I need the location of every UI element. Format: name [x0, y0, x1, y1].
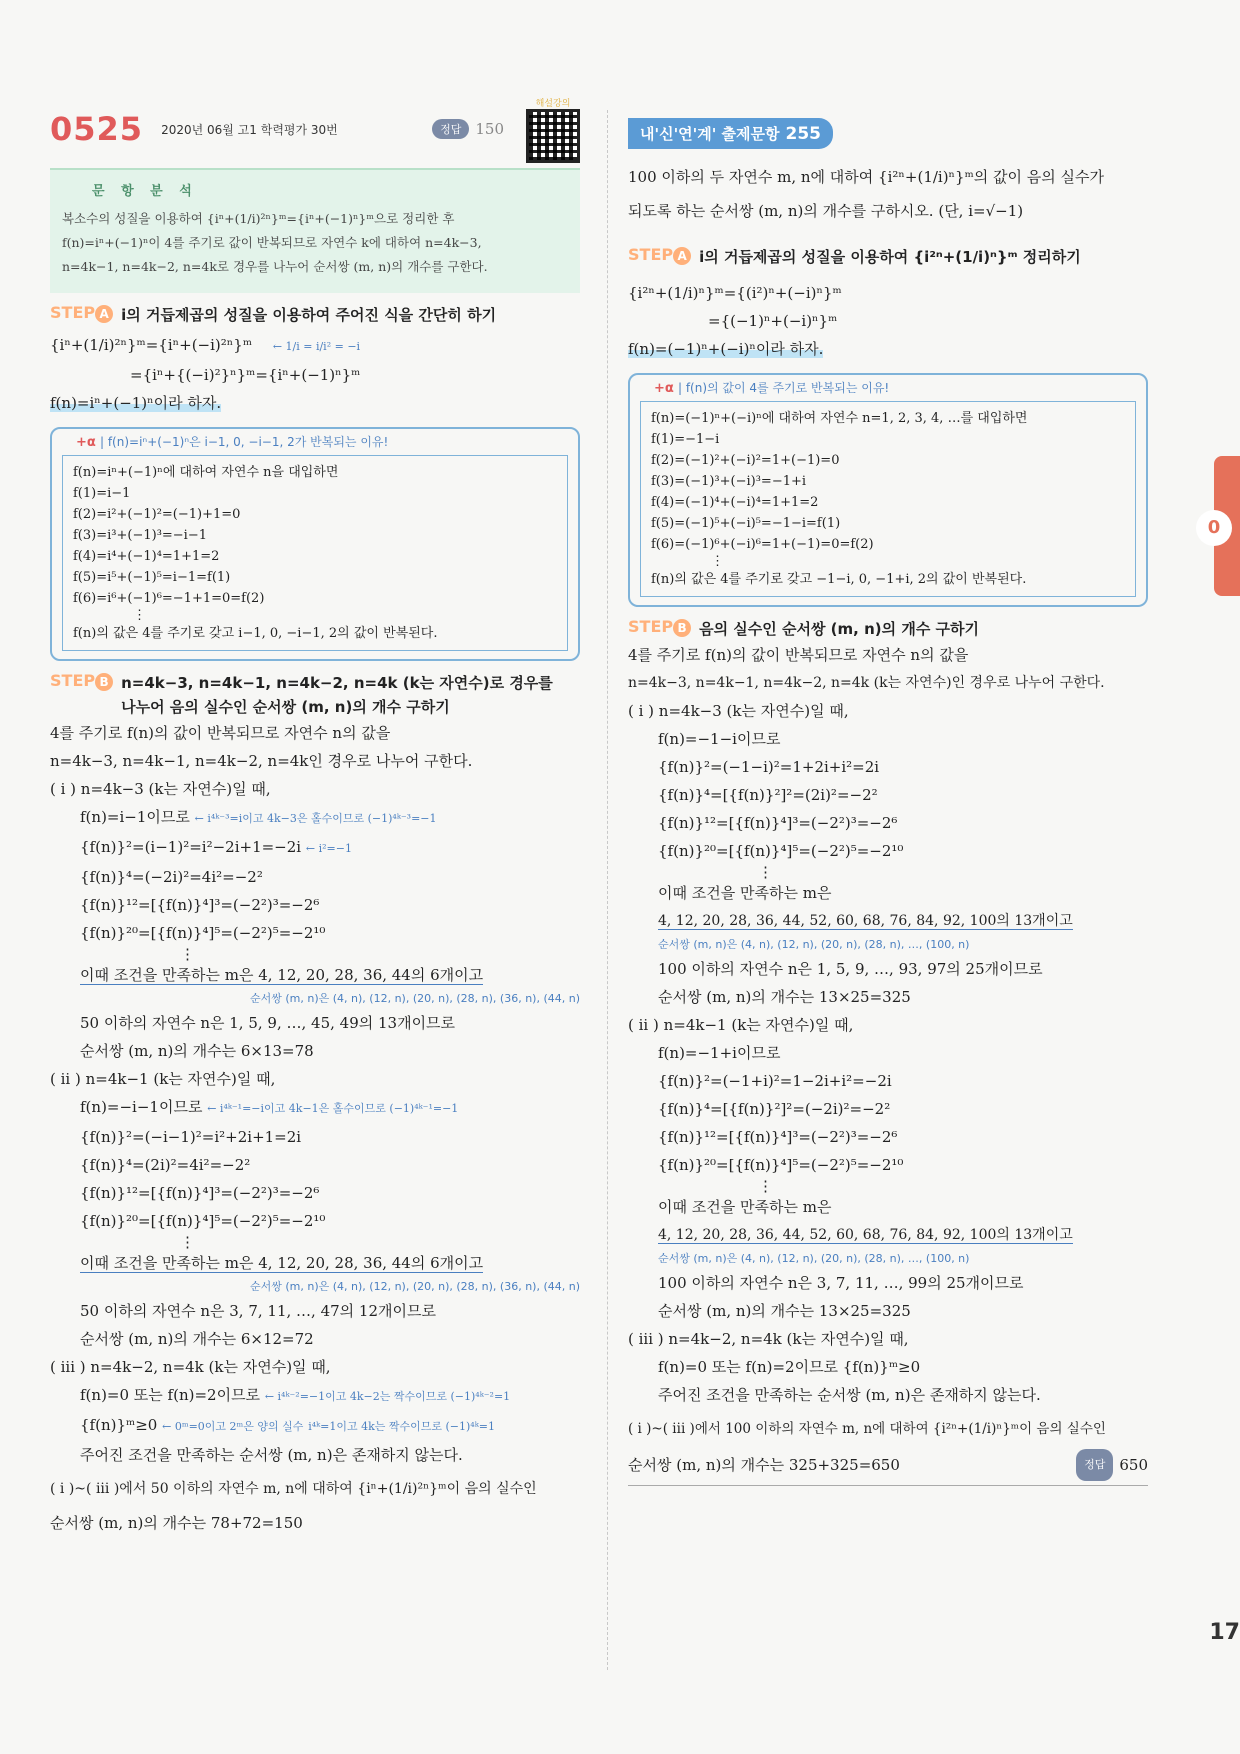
case-line: 이때 조건을 만족하는 m은 — [658, 884, 832, 902]
case-line: {f(n)}¹²=[{f(n)}⁴]³=(−2²)³=−2⁶ — [658, 1128, 898, 1146]
alpha-box — [50, 427, 580, 661]
case-dots: ⋮ — [758, 1177, 773, 1195]
final-line: 순서쌍 (m, n)의 개수는 325+325=650 정답 650 — [628, 1449, 1148, 1486]
case-line: {f(n)}¹²=[{f(n)}⁴]³=(−2²)³=−2⁶ — [658, 814, 898, 832]
case-dots: ⋮ — [180, 1233, 195, 1251]
case-line: {f(n)}⁴=[{f(n)}²]²=(2i)²=−2² — [658, 786, 878, 804]
qr-label: 해설강의 — [535, 98, 571, 109]
step-a-title: i의 거듭제곱의 성질을 이용하여 주어진 식을 간단히 하기 — [121, 306, 497, 324]
step-a-conclusion: f(n)=iⁿ+(−1)ⁿ이라 하자. — [50, 394, 222, 412]
case-line: {f(n)}²⁰=[{f(n)}⁴]⁵=(−2²)⁵=−2¹⁰ — [658, 1156, 904, 1174]
right-alpha-content — [640, 401, 1136, 597]
qr-code-icon[interactable] — [526, 109, 580, 163]
case-line: 이때 조건을 만족하는 m은 — [658, 1198, 832, 1216]
analysis-line: n=4k−1, n=4k−2, n=4k로 경우를 나누어 순서쌍 (m, n)의 개수를 구한다. — [62, 259, 488, 274]
alpha-head: +α | f(n)=iⁿ+(−1)ⁿ은 i−1, 0, −i−1, 2가 반복되는 이유! — [76, 435, 389, 450]
case-heading: ( ii ) n=4k−1 (k는 자연수)일 때, — [50, 1070, 276, 1088]
final-answer-value: 650 — [1119, 1456, 1148, 1474]
qr-block[interactable] — [526, 96, 580, 163]
step-b-intro: n=4k−3, n=4k−1, n=4k−2, n=4k인 경우로 나누어 구한다. — [50, 752, 473, 770]
alpha-line: f(5)=i⁵+(−1)⁵=i−1=f(1) — [73, 570, 231, 585]
alpha-line: ⋮ — [133, 608, 146, 623]
case-line: f(n)=−i−1이므로 ← i⁴ᵏ⁻¹=−i이고 4k−1은 홀수이므로 (−1)⁴ᵏ⁻¹=−1 — [80, 1098, 459, 1116]
case-line: {f(n)}²⁰=[{f(n)}⁴]⁵=(−2²)⁵=−2¹⁰ — [80, 924, 326, 942]
alpha-line: ⋮ — [711, 554, 724, 569]
alpha-line: f(4)=i⁴+(−1)⁴=1+1=2 — [73, 549, 220, 564]
case-line: 100 이하의 자연수 n은 1, 5, 9, …, 93, 97의 25개이므로 — [658, 960, 1043, 978]
answer-badge: 정답 — [432, 119, 469, 139]
case-line: 순서쌍 (m, n)의 개수는 6×12=72 — [80, 1330, 314, 1348]
step-a-line: ={iⁿ+{(−i)²}ⁿ}ᵐ={iⁿ+(−1)ⁿ}ᵐ — [130, 366, 361, 384]
right-step-a-title: i의 거듭제곱의 성질을 이용하여 {i²ⁿ+(1/i)ⁿ}ᵐ 정리하기 — [699, 248, 1081, 266]
right-step-b-intro: 4를 주기로 f(n)의 값이 반복되므로 자연수 n의 값을 — [628, 646, 969, 664]
analysis-box — [50, 168, 580, 293]
right-step-b-title: 음의 실수인 순서쌍 (m, n)의 개수 구하기 — [699, 620, 980, 638]
case-note: 순서쌍 (m, n)은 (4, n), (12, n), (20, n), (28, n), …, (100, n) — [658, 1252, 970, 1265]
answer-area — [432, 119, 504, 139]
alpha-line: f(4)=(−1)⁴+(−i)⁴=1+1=2 — [651, 495, 819, 510]
case-line: f(n)=0 또는 f(n)=2이므로 ← i⁴ᵏ⁻²=−1이고 4k−2는 짝수이므로 (−1)⁴ᵏ⁻²=1 — [80, 1386, 511, 1404]
final-answer-badge: 정답 — [1076, 1449, 1113, 1481]
final-line: ( i )~( iii )에서 50 이하의 자연수 m, n에 대하여 {iⁿ+(1/i)²ⁿ}ᵐ이 음의 실수인 — [50, 1481, 537, 1497]
final-line: 순서쌍 (m, n)의 개수는 78+72=150 — [50, 1514, 303, 1532]
alpha-content — [62, 455, 568, 651]
analysis-line: f(n)=iⁿ+(−1)ⁿ이 4를 주기로 값이 반복되므로 자연수 k에 대하여 n=4k−3, — [62, 235, 482, 250]
alpha-line: f(1)=−1−i — [651, 432, 720, 447]
case-line: {f(n)}²=(−1+i)²=1−2i+i²=−2i — [658, 1072, 892, 1090]
case-line: 주어진 조건을 만족하는 순서쌍 (m, n)은 존재하지 않는다. — [80, 1446, 463, 1464]
left-column — [50, 100, 580, 1537]
right-column — [628, 118, 1148, 1486]
case-heading: ( i ) n=4k−3 (k는 자연수)일 때, — [50, 780, 271, 798]
right-step-a-conclusion: f(n)=(−1)ⁿ+(−i)ⁿ이라 하자. — [628, 340, 824, 358]
right-step-b-intro: n=4k−3, n=4k−1, n=4k−2, n=4k (k는 자연수)인 경우로 나누어 구한다. — [628, 675, 1105, 691]
right-step-a-heading — [628, 245, 1148, 269]
case-line: f(n)=0 또는 f(n)=2이므로 {f(n)}ᵐ≥0 — [658, 1358, 921, 1376]
case-line: 4, 12, 20, 28, 36, 44, 52, 60, 68, 76, 84, 92, 100의 13개이고 — [658, 1227, 1073, 1243]
case-line: f(n)=i−1이므로 ← i⁴ᵏ⁻³=i이고 4k−3은 홀수이므로 (−1)⁴ᵏ⁻³=−1 — [80, 808, 437, 826]
case-dots: ⋮ — [180, 945, 195, 963]
right-alpha-head: +α | f(n)의 값이 4를 주기로 반복되는 이유! — [654, 381, 890, 396]
alpha-line: f(n)=iⁿ+(−1)ⁿ에 대하여 자연수 n을 대입하면 — [73, 465, 339, 480]
chapter-tab[interactable] — [1207, 456, 1240, 596]
question-line: 되도록 하는 순서쌍 (m, n)의 개수를 구하시오. (단, i=√−1) — [628, 202, 1024, 220]
case-line: {f(n)}²=(i−1)²=i²−2i+1=−2i ← i²=−1 — [80, 838, 352, 856]
case-line: {f(n)}¹²=[{f(n)}⁴]³=(−2²)³=−2⁶ — [80, 1184, 320, 1202]
case-line: 순서쌍 (m, n)의 개수는 13×25=325 — [658, 1302, 911, 1320]
chapter-tab-circle: 0 — [1196, 510, 1232, 546]
step-b-intro: 4를 주기로 f(n)의 값이 반복되므로 자연수 n의 값을 — [50, 724, 391, 742]
column-divider — [607, 110, 608, 1670]
analysis-title: 문 항 분 석 — [92, 184, 198, 199]
case-line: {f(n)}⁴=(2i)²=4i²=−2² — [80, 1156, 251, 1174]
alpha-line: f(n)=(−1)ⁿ+(−i)ⁿ에 대하여 자연수 n=1, 2, 3, 4, …를 대입하면 — [651, 411, 1028, 426]
case-heading: ( iii ) n=4k−2, n=4k (k는 자연수)일 때, — [628, 1330, 909, 1348]
alpha-line: f(5)=(−1)⁵+(−i)⁵=−1−i=f(1) — [651, 516, 841, 531]
case-heading: ( i ) n=4k−3 (k는 자연수)일 때, — [628, 702, 849, 720]
problem-source: 2020년 06월 고1 학력평가 30번 — [161, 122, 338, 137]
step-a-line: {iⁿ+(1/i)²ⁿ}ᵐ={iⁿ+(−i)²ⁿ}ᵐ ← 1/i = i/i² = −i — [50, 336, 361, 354]
step-b-title: n=4k−3, n=4k−1, n=4k−2, n=4k (k는 자연수)로 경우를 나누어 음의 실수인 순서쌍 (m, n)의 개수 구하기 — [121, 674, 553, 716]
case-line: {f(n)}ᵐ≥0 ← 0ᵐ=0이고 2ᵐ은 양의 실수 i⁴ᵏ=1이고 4k는 짝수이므로 (−1)⁴ᵏ=1 — [80, 1416, 495, 1434]
alpha-line: f(6)=i⁶+(−1)⁶=−1+1=0=f(2) — [73, 591, 265, 606]
answer-value: 150 — [475, 120, 504, 138]
case-line: f(n)=−1−i이므로 — [658, 730, 781, 748]
step-b-tag: STEP B — [50, 671, 113, 691]
case-line: 50 이하의 자연수 n은 3, 7, 11, …, 47의 12개이므로 — [80, 1302, 436, 1320]
case-line: 이때 조건을 만족하는 m은 4, 12, 20, 28, 36, 44의 6개이고 — [80, 966, 484, 984]
alpha-line: f(3)=(−1)³+(−i)³=−1+i — [651, 474, 807, 489]
alpha-line: f(n)의 값은 4를 주기로 갖고 i−1, 0, −i−1, 2의 값이 반복된다. — [73, 626, 438, 641]
step-a-heading — [50, 303, 580, 327]
case-line: 순서쌍 (m, n)의 개수는 6×13=78 — [80, 1042, 314, 1060]
page-number: 17 — [1209, 1620, 1240, 1645]
alpha-line: f(2)=(−1)²+(−i)²=1+(−1)=0 — [651, 453, 840, 468]
case-line: {f(n)}²=(−i−1)²=i²+2i+1=2i — [80, 1128, 302, 1146]
case-line: 주어진 조건을 만족하는 순서쌍 (m, n)은 존재하지 않는다. — [658, 1386, 1041, 1404]
case-line: {f(n)}⁴=(−2i)²=4i²=−2² — [80, 868, 263, 886]
case-line: {f(n)}⁴=[{f(n)}²]²=(−2i)²=−2² — [658, 1100, 891, 1118]
case-line: 이때 조건을 만족하는 m은 4, 12, 20, 28, 36, 44의 6개이고 — [80, 1254, 484, 1272]
related-title-bar: 내'신'연'계' 출제문항 255 — [628, 118, 833, 149]
right-alpha-box — [628, 373, 1148, 607]
right-step-a-line: ={(−1)ⁿ+(−i)ⁿ}ᵐ — [708, 312, 838, 330]
case-line: {f(n)}¹²=[{f(n)}⁴]³=(−2²)³=−2⁶ — [80, 896, 320, 914]
case-line: 100 이하의 자연수 n은 3, 7, 11, …, 99의 25개이므로 — [658, 1274, 1024, 1292]
case-note: 순서쌍 (m, n)은 (4, n), (12, n), (20, n), (28, n), …, (100, n) — [658, 938, 970, 951]
case-heading: ( iii ) n=4k−2, n=4k (k는 자연수)일 때, — [50, 1358, 331, 1376]
alpha-line: f(n)의 값은 4를 주기로 갖고 −1−i, 0, −1+i, 2의 값이 반복된다. — [651, 572, 1027, 587]
case-line: 4, 12, 20, 28, 36, 44, 52, 60, 68, 76, 84, 92, 100의 13개이고 — [658, 913, 1073, 929]
right-step-a-tag: STEP A — [628, 245, 691, 265]
step-a-tag: STEP A — [50, 303, 113, 323]
alpha-line: f(6)=(−1)⁶+(−i)⁶=1+(−1)=0=f(2) — [651, 537, 874, 552]
case-note: 순서쌍 (m, n)은 (4, n), (12, n), (20, n), (28, n), (36, n), (44, n) — [250, 1280, 580, 1293]
alpha-line: f(1)=i−1 — [73, 486, 131, 501]
case-heading: ( ii ) n=4k−1 (k는 자연수)일 때, — [628, 1016, 854, 1034]
final-line: ( i )~( iii )에서 100 이하의 자연수 m, n에 대하여 {i²ⁿ+(1/i)ⁿ}ᵐ이 음의 실수인 — [628, 1421, 1106, 1437]
question-line: 100 이하의 두 자연수 m, n에 대하여 {i²ⁿ+(1/i)ⁿ}ᵐ의 값이 음의 실수가 — [628, 168, 1105, 186]
step-b-heading — [50, 671, 580, 719]
problem-header — [50, 100, 580, 158]
case-line: f(n)=−1+i이므로 — [658, 1044, 781, 1062]
case-line: 50 이하의 자연수 n은 1, 5, 9, …, 45, 49의 13개이므로 — [80, 1014, 456, 1032]
case-dots: ⋮ — [758, 863, 773, 881]
right-step-a-line: {i²ⁿ+(1/i)ⁿ}ᵐ={(i²)ⁿ+(−i)ⁿ}ᵐ — [628, 284, 842, 302]
case-note: 순서쌍 (m, n)은 (4, n), (12, n), (20, n), (28, n), (36, n), (44, n) — [250, 992, 580, 1005]
case-line: {f(n)}²⁰=[{f(n)}⁴]⁵=(−2²)⁵=−2¹⁰ — [658, 842, 904, 860]
right-step-b-heading — [628, 617, 1148, 641]
alpha-line: f(2)=i²+(−1)²=(−1)+1=0 — [73, 507, 241, 522]
related-title — [628, 118, 1148, 149]
problem-number: 0525 — [50, 110, 144, 148]
case-line: {f(n)}²=(−1−i)²=1+2i+i²=2i — [658, 758, 880, 776]
case-line: {f(n)}²⁰=[{f(n)}⁴]⁵=(−2²)⁵=−2¹⁰ — [80, 1212, 326, 1230]
alpha-line: f(3)=i³+(−1)³=−i−1 — [73, 528, 208, 543]
right-step-b-tag: STEP B — [628, 617, 691, 637]
case-line: 순서쌍 (m, n)의 개수는 13×25=325 — [658, 988, 911, 1006]
analysis-line: 복소수의 성질을 이용하여 {iⁿ+(1/i)²ⁿ}ᵐ={iⁿ+(−1)ⁿ}ᵐ으로 정리한 후 — [62, 211, 455, 226]
